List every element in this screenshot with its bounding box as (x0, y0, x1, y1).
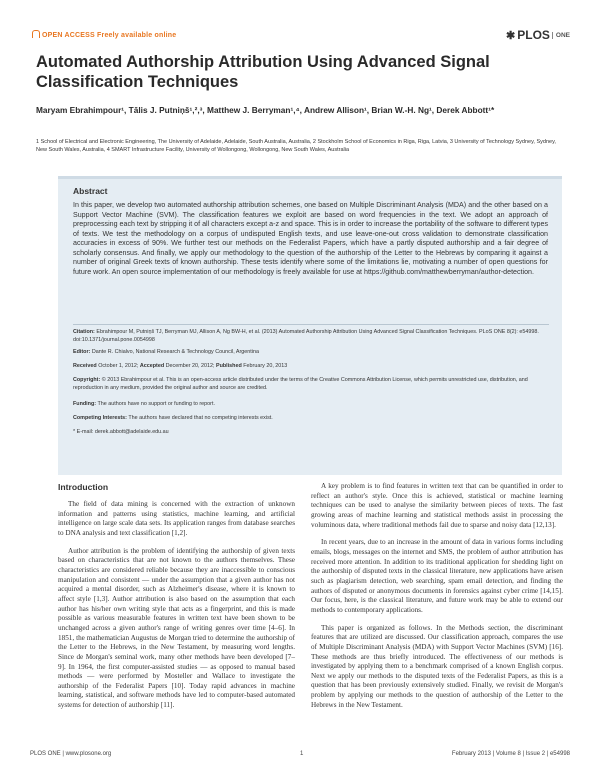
paragraph: A key problem is to find features in written text that can be quantified in order to reflect an author's style. Once this is achieved, statistical or machine learning techniques can be used to analyse the similarity between pieces of texts. The fast growing areas of machine learning and statistical methods assist in processing the voluminous data, where traditional methods fail due to sparse and noisy data [12,13]. (311, 482, 563, 529)
abstract-heading: Abstract (73, 186, 108, 196)
author-list: Maryam Ebrahimpour¹, Tālis J. Putniņš¹,²,³, Matthew J. Berryman¹,⁴, Andrew Allison¹, Brian W.-H. Ng¹, Derek Abbott¹* (36, 105, 495, 115)
copyright: Copyright: © 2013 Ebrahimpour et al. This is an open-access article distributed under the terms of the Creative Commons Attribution License, which permits unrestricted use, distribution, and reproduction in any medium, provided the original author and source are credited. (73, 377, 528, 391)
page-header (30, 28, 570, 46)
footer-issue: February 2013 | Volume 8 | Issue 2 | e54998 (451, 751, 570, 757)
affiliations: 1 School of Electrical and Electronic Engineering, The University of Adelaide, Adelaide, South Australia, Australia, 2 Stockholm School of Economics in Riga, Riga, Latvia, 3 University of Technology Sydney, Sydney, New South Wales, Australia, 4 SMART Infrastructure Facility, University of Wollongong, Wollongong, New South Wales, Australia (36, 139, 556, 154)
open-lock-icon (32, 30, 40, 38)
paragraph: In recent years, due to an increase in the amount of data in various forms including emails, blogs, messages on the internet and SMS, the problem of author attribution has received more attention. In addition to its traditional application for shedding light on the authorship of disputed texts in the classical literature, new applications have arisen such as plagiarism detection, web searching, spam email detection, and finding the authors of disputed or anonymous documents in forensics against cyber crime [14,15]. Our focus, here, is the classical literature, and future work may be able to extend our methods to contemporary applications. (311, 538, 563, 614)
open-access-label: OPEN ACCESS Freely available online (30, 30, 176, 39)
page-footer (30, 751, 570, 761)
citation: Citation: Ebrahimpour M, Putniņš TJ, Berryman MJ, Allison A, Ng BW-H, et al. (2013) Automated Authorship Attribution Using Advanced Signal Classification Techniques. PLoS ONE 8(2): e54998. doi:10.1371/journal.pone.0054998 (73, 329, 539, 343)
right-column (311, 482, 563, 710)
competing-interests: Competing Interests: The authors have declared that no competing interests exist. (73, 415, 273, 421)
funding: Funding: The authors have no support or funding to report. (73, 401, 215, 407)
paragraph: This paper is organized as follows. In the Methods section, the discriminant features that are utilized are discussed. Our classification approach, compares the use of Multiple Discriminant Analysis (MDA) with Support Vector Machines (SVM) [16]. These methods are thus briefly introduced. The effectiveness of our methods is investigated by applying them to a benchmark comprised of a known English corpus. Next we apply our methods to the disputed texts of the Federalist Papers, as this is a question that has been previously extensively studied. Finally, we revisit de Morgan's problem by applying our methods to the question of authorship of the Letter to the Hebrews in the New Testament. (311, 623, 563, 709)
abstract-panel (58, 176, 562, 475)
footer-journal: PLOS ONE | www.plosone.org (30, 751, 112, 757)
section-heading: Introduction (58, 482, 109, 492)
dates: Received October 1, 2012; Accepted December 20, 2012; Published February 20, 2013 (73, 363, 288, 369)
journal-logo: ✱ PLOS ONE (506, 28, 570, 42)
editor: Editor: Dante R. Chialvo, National Research & Technology Council, Argentina (73, 349, 259, 355)
paragraph: The field of data mining is concerned with the extraction of unknown information and patterns using statistics, machine learning, and artificial intelligence on large scale data sets. Its application ranges from database searches to DNA analysis and text classification [1,2]. (58, 500, 295, 537)
divider (73, 324, 549, 325)
abstract-text: In this paper, we develop two automated authorship attribution schemes, one based on Multiple Discriminant Analysis (MDA) and the other based on a Support Vector Machine (SVM). The classification features we exploit are based on word frequencies in the text. We adopt an approach of preprocessing each text by stripping it of all characters except a-z and space. This is in order to increase the portability of the software to different types of texts. We test the methodology on a corpus of undisputed English texts, and use leave-one-out cross validation to demonstrate classification accuracies in excess of 90%. We further test our methods on the Federalist Papers, which have a partly disputed authorship and a fair degree of scholarly consensus. And finally, we apply our methodology to the question of the authorship of the Letter to the Hebrews by comparing it against a number of original Greek texts of known authorship. These tests identify where some of the limitations lie, motivating a number of open questions for future work. An open source implementation of our methodology is freely available for use at https://github.com/matthewberryman/author-detection. (73, 201, 548, 276)
page-number: 1 (300, 751, 304, 757)
email: * E-mail: derek.abbott@adelaide.edu.au (73, 429, 169, 435)
plos-star-icon: ✱ (506, 30, 516, 42)
paragraph: Author attribution is the problem of identifying the authorship of given texts based on characteristics that are not known to the authors themselves. These characteristics are considered reliable because they are inaccessible to conscious manipulation and consistent — under the assumption that a given author has not acquired a mental disorder, such as Alzheimer's disease, where it is known to affect style [1,3]. Author attribution is also based on the assumption that each author has his/her own writing style that acts as a fingerprint, and this is made possible as various measurable features in written text have been shown to be unchanged across a given author's range of writing genres over time [4–6]. In 1851, the mathematician Augustus de Morgan tried to determine the authorship of the Letter to the Hebrews, in the New Testament, by measuring word lengths. Since de Morgan's seminal work, many other methods have been developed [7–9]. In 1964, the first computer-assisted studies — as opposed to manual based methods — were performed by Mosteller and Wallace to investigate the authorship of the Federalist Papers [10]. Today rapid advances in machine learning, statistical, and software methods have led to computer-based automated systems for detection of authorship [11]. (58, 546, 295, 710)
paper-title: Automated Authorship Attribution Using Advanced Signal Classification Techniques (36, 53, 490, 91)
left-column (58, 500, 295, 711)
